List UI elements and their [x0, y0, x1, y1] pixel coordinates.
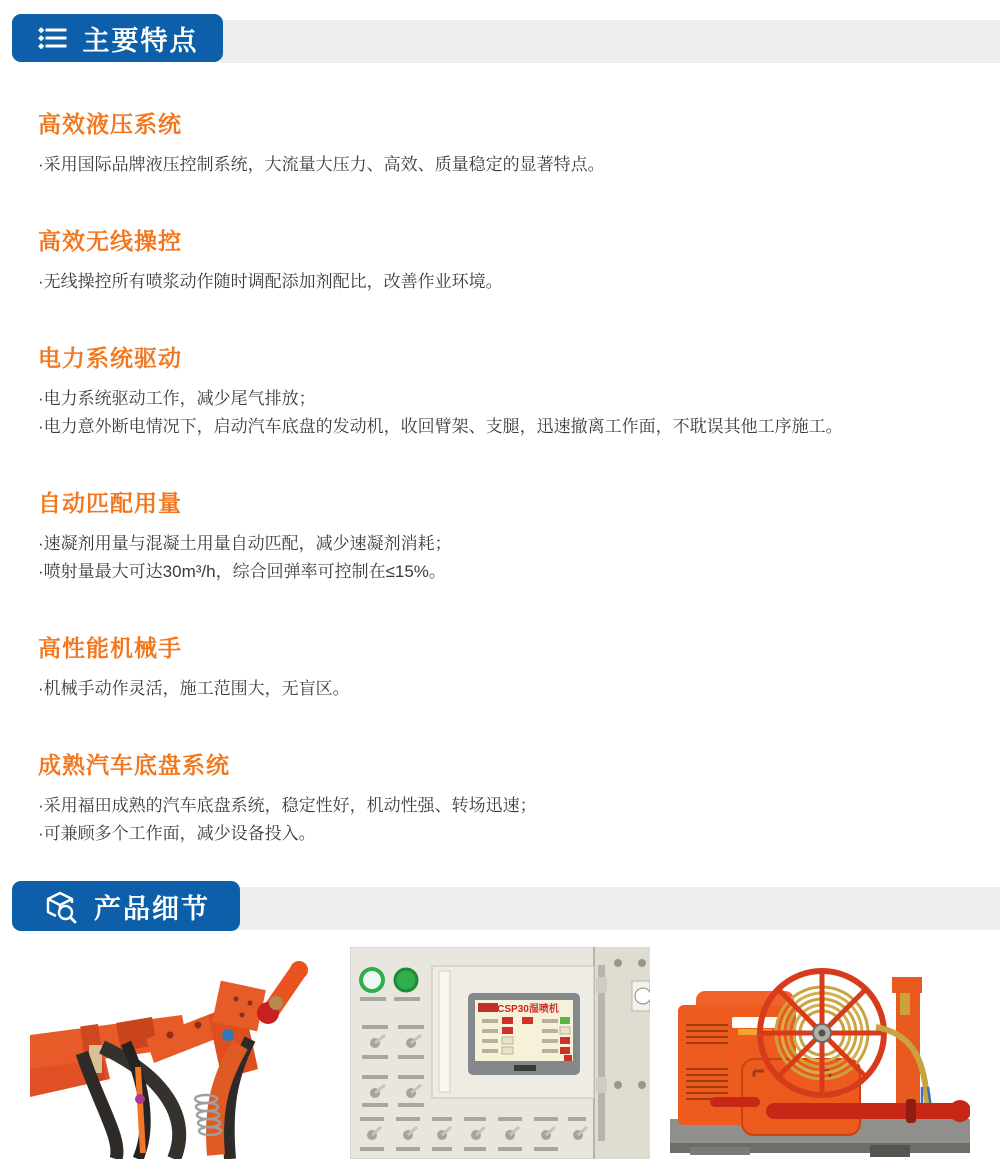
feature-hydraulic — [38, 106, 960, 179]
product-photos — [0, 947, 1000, 1159]
feature-line: ·采用国际品牌液压控制系统，大流量大压力、高效、质量稳定的显著特点。 — [38, 155, 605, 174]
feature-line: ·机械手动作灵活，施工范围大，无盲区。 — [38, 679, 350, 698]
banner-gray-strip — [236, 887, 1000, 930]
photo-spray-nozzle-manipulator — [30, 947, 330, 1159]
hmi-screen-title: CSP30湿喷机 — [497, 1004, 559, 1015]
feature-line: ·采用福田成熟的汽车底盘系统，稳定性好，机动性强、转场迅速； — [38, 796, 537, 815]
feature-electric-drive — [38, 340, 960, 441]
details-banner — [0, 881, 1000, 931]
feature-line: ·速凝剂用量与混凝土用量自动匹配，减少速凝剂消耗； — [38, 534, 452, 553]
details-banner-title: 产品细节 — [94, 893, 210, 924]
feature-title: 高效液压系统 — [38, 111, 182, 137]
feature-title: 自动匹配用量 — [38, 490, 182, 516]
feature-manipulator — [38, 630, 960, 703]
photo-hose-reel-machine — [670, 947, 970, 1159]
feature-title: 电力系统驱动 — [38, 345, 182, 371]
features-banner — [0, 14, 1000, 62]
feature-line: ·喷射量最大可达30m³/h，综合回弹率可控制在≤15%。 — [38, 562, 446, 581]
features-banner-box — [12, 14, 223, 62]
feature-line: ·电力意外断电情况下，启动汽车底盘的发动机，收回臂架、支腿，迅速撤离工作面，不耽误其他工序施工。 — [38, 417, 843, 436]
features-list — [0, 62, 1000, 848]
photo-control-panel — [350, 947, 650, 1159]
feature-wireless — [38, 223, 960, 296]
feature-title: 高效无线操控 — [38, 228, 182, 254]
list-icon — [37, 23, 67, 53]
features-banner-title: 主要特点 — [82, 25, 199, 56]
feature-line: ·电力系统驱动工作，减少尾气排放； — [38, 389, 316, 408]
feature-line: ·无线操控所有喷浆动作随时调配添加剂配比，改善作业环境。 — [38, 272, 503, 291]
details-banner-box — [12, 881, 240, 931]
feature-title: 高性能机械手 — [38, 635, 182, 661]
feature-line: ·可兼顾多个工作面，减少设备投入。 — [38, 824, 316, 843]
cube-search-icon — [42, 888, 78, 924]
feature-auto-dosing — [38, 485, 960, 586]
feature-title: 成熟汽车底盘系统 — [38, 752, 230, 778]
banner-gray-strip — [220, 20, 1000, 63]
feature-chassis — [38, 747, 960, 848]
